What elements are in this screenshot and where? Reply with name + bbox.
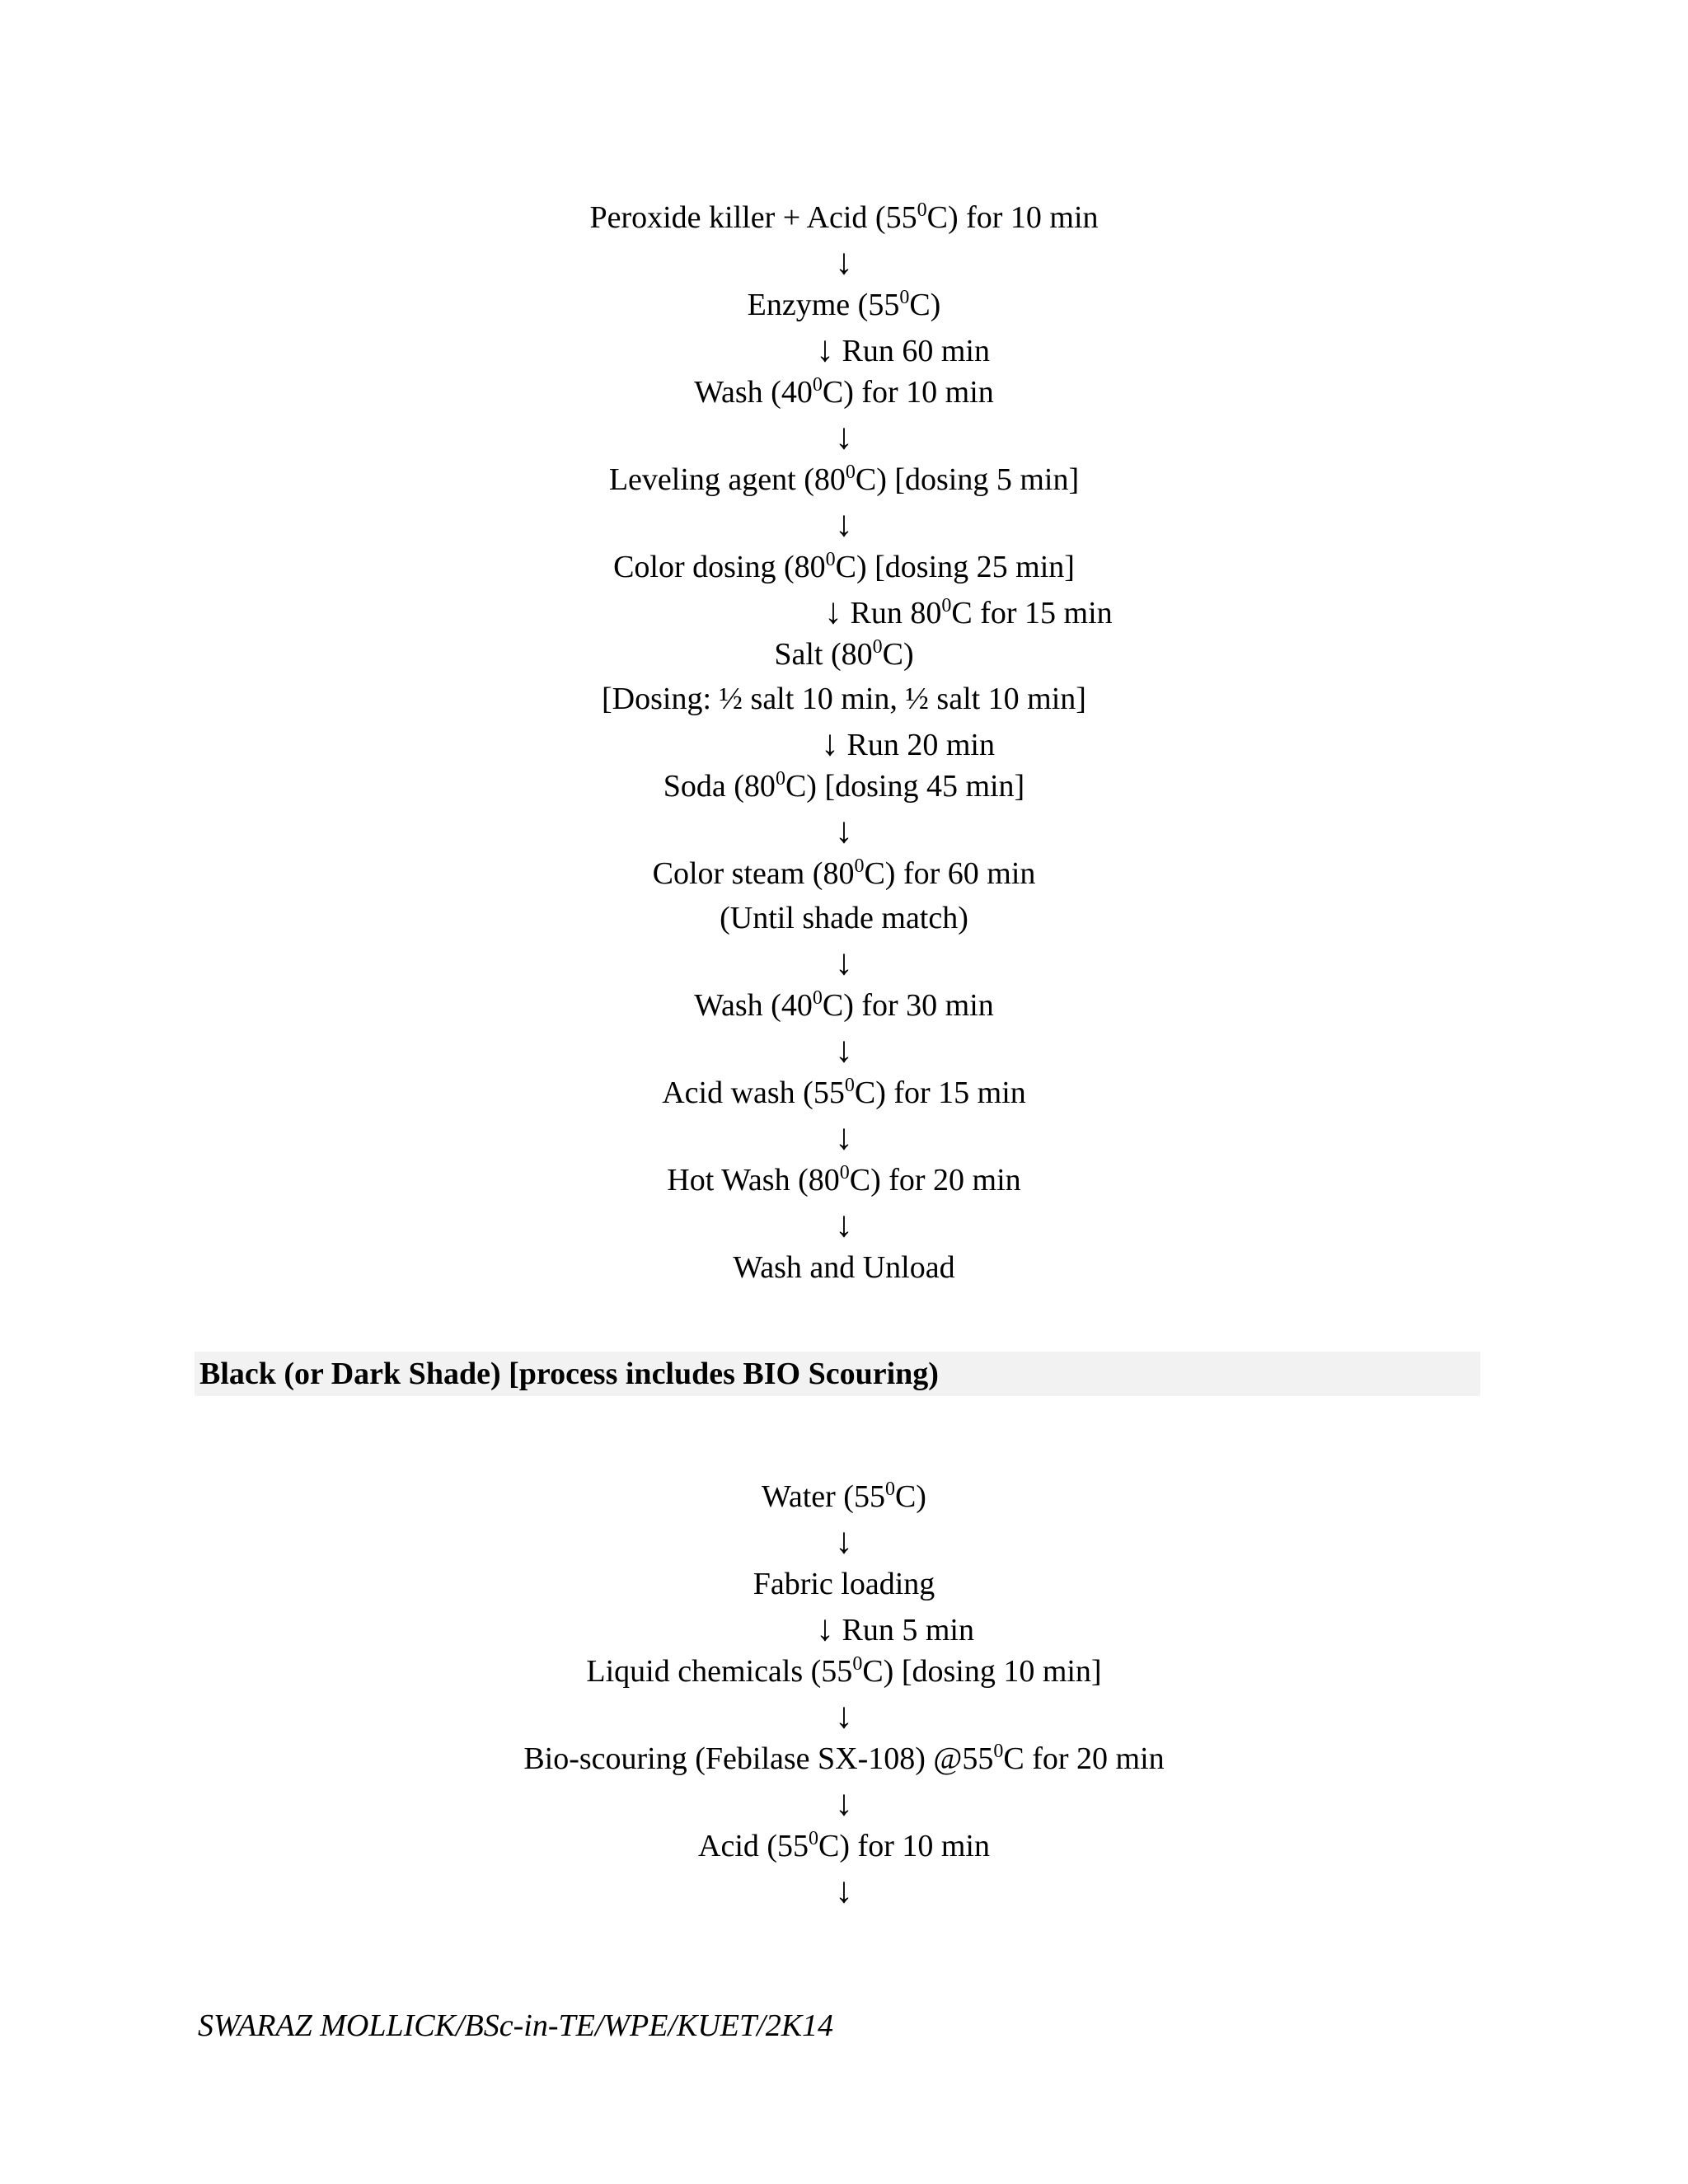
run-label: ↓ Run 60 min [816, 329, 990, 369]
step-leveling-agent: Leveling agent $(80^0C)$ [dosing 5 min] [608, 462, 1080, 497]
step-peroxide-killer: Peroxide killer + Acid $(55^0C)$ for 10 min [589, 199, 1099, 235]
arrow-down: ↓ [835, 810, 853, 851]
run-label: ↓ Run 20 min [821, 723, 995, 763]
arrow-down: ↓ [835, 942, 853, 982]
arrow-down: ↓ [835, 416, 853, 457]
step-acid: Acid $(55^0C)$ for 10 min [698, 1828, 990, 1863]
arrow-down: ↓ [835, 1117, 853, 1157]
step-color-dosing: Color dosing $(80^0C)$ [dosing 25 min] [613, 549, 1075, 584]
step-liquid-chemicals: Liquid chemicals $(55^0C)$ [dosing 10 min] [586, 1653, 1102, 1689]
step-wash-30: Wash $(40^0C)$ for 30 min [694, 987, 994, 1023]
step-water: Water $(55^0C)$ [762, 1479, 926, 1514]
step-acid-wash: Acid wash $(55^0C)$ for 15 min [662, 1075, 1026, 1110]
run-label: ↓ Run $80^0C$ for 15 min [824, 591, 1113, 631]
step-soda: Soda $(80^0C)$ [dosing 45 min] [663, 768, 1025, 804]
step-salt-dosing: [Dosing: ½ salt 10 min, ½ salt 10 min] [602, 682, 1086, 716]
step-salt: Salt $(80^0C)$ [774, 636, 914, 672]
step-hot-wash: Hot Wash $(80^0C)$ for 20 min [667, 1162, 1021, 1197]
arrow-down: ↓ [835, 1521, 853, 1561]
arrow-down: ↓ [835, 1204, 853, 1244]
arrow-down: ↓ [835, 1870, 853, 1910]
step-bio-scouring: Bio-scouring (Febilase SX-108) $@55^0C$ for 20 min [523, 1741, 1165, 1776]
arrow-down: ↓ [835, 1783, 853, 1823]
arrow-down: ↓ [835, 241, 853, 282]
step-fabric-loading: Fabric loading [753, 1567, 935, 1601]
step-wash: Wash $(40^0C)$ for 10 min [694, 374, 994, 410]
arrow-down: ↓ [835, 504, 853, 544]
step-enzyme: Enzyme $(55^0C)$ [747, 287, 941, 322]
step-shade-match: (Until shade match) [720, 901, 968, 935]
step-wash-unload: Wash and Unload [733, 1250, 955, 1285]
section-heading: Black (or Dark Shade) [process includes BIO Scouring) [195, 1352, 1480, 1396]
arrow-down: ↓ [835, 1695, 853, 1736]
arrow-down: ↓ [835, 1029, 853, 1070]
run-label: ↓ Run 5 min [816, 1608, 974, 1648]
page-footer: SWARAZ MOLLICK/BSc-in-TE/WPE/KUET/2K14 [198, 2008, 834, 2043]
step-color-steam: Color steam $(80^0C)$ for 60 min [652, 855, 1036, 891]
